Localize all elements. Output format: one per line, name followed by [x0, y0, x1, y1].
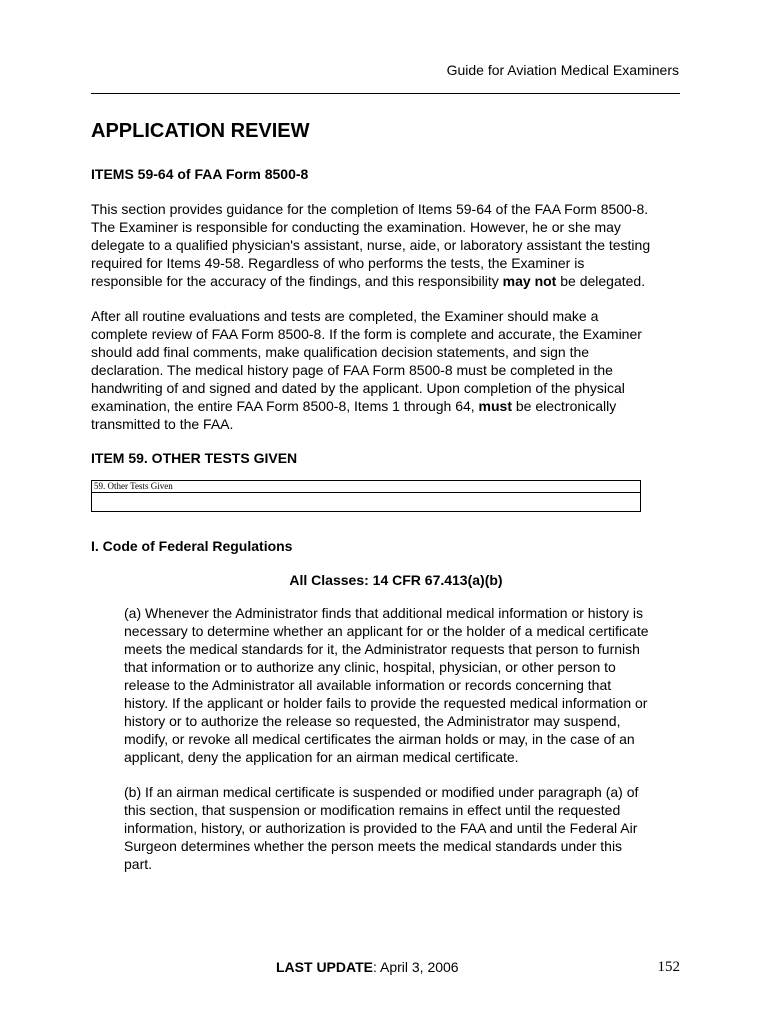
header-divider	[91, 93, 680, 94]
page-title: APPLICATION REVIEW	[91, 120, 310, 142]
review-text: After all routine evaluations and tests are completed, the Examiner should make a complete review of FAA Form 8500-8. If the form is complete and accurate, the Examiner should add final comments, make qualification decision statements, and sign the declaration. The medical history page of FAA Form 8500-8 must be completed in the handwriting of and signed and dated by the applicant. Upon completion of the physical examination, the entire FAA Form 8500-8, Items 1 through 64,	[91, 308, 642, 414]
regulation-paragraph-a: (a) Whenever the Administrator finds that additional medical information or history is necessary to determine whether an applicant for or the holder of a medical certificate meets the medical standards for it, the Administrator requests that person to furnish that information or to authorize any clinic, hospital, physician, or other person to release to the Administrator all available information or records concerning that history. If the applicant or holder fails to provide the requested medical information or history or to authorize the release so requested, the Administrator may suspend, modify, or revoke all medical certificates the airman holds or may, in the case of an applicant, deny the application for an airman medical certificate.	[124, 605, 649, 765]
review-paragraph	[91, 307, 653, 433]
review-text-end: be electronically transmitted to the FAA.	[91, 398, 617, 432]
form-field-value	[92, 493, 640, 511]
intro-paragraph	[91, 200, 653, 290]
page-number: 152	[657, 959, 680, 975]
other-tests-form-field	[91, 480, 641, 512]
last-update-label: LAST UPDATE	[276, 959, 373, 975]
items-subtitle: ITEMS 59-64 of FAA Form 8500-8	[91, 166, 309, 182]
intro-text: This section provides guidance for the completion of Items 59-64 of the FAA Form 8500-8. The Examiner is responsible for conducting the examination. However, he or she may delegate to a qualified physician's assistant, nurse, aide, or laboratory assistant the testing required for Items 49-58. Regardless of who performs the tests, the Examiner is responsible for the accuracy of the findings, and this responsibility	[91, 201, 651, 289]
last-update	[276, 959, 459, 975]
running-header: Guide for Aviation Medical Examiners	[446, 62, 679, 78]
form-field-label: 59. Other Tests Given	[92, 481, 640, 493]
review-emphasis: must	[478, 398, 512, 414]
main-content	[91, 120, 653, 890]
intro-emphasis: may not	[502, 273, 557, 289]
cfr-section-heading: I. Code of Federal Regulations	[91, 538, 293, 554]
item-59-heading: ITEM 59. OTHER TESTS GIVEN	[91, 450, 298, 466]
regulation-paragraph-b: (b) If an airman medical certificate is suspended or modified under paragraph (a) of this section, that suspension or modification remains in effect until the requested information, history, or authorization is provided to the FAA and until the Federal Air Surgeon determines whether the person meets the medical standards under this part.	[124, 784, 639, 872]
last-update-date: : April 3, 2006	[372, 959, 459, 975]
regulation-title: All Classes: 14 CFR 67.413(a)(b)	[289, 572, 503, 588]
intro-text-end: be delegated.	[556, 273, 646, 289]
